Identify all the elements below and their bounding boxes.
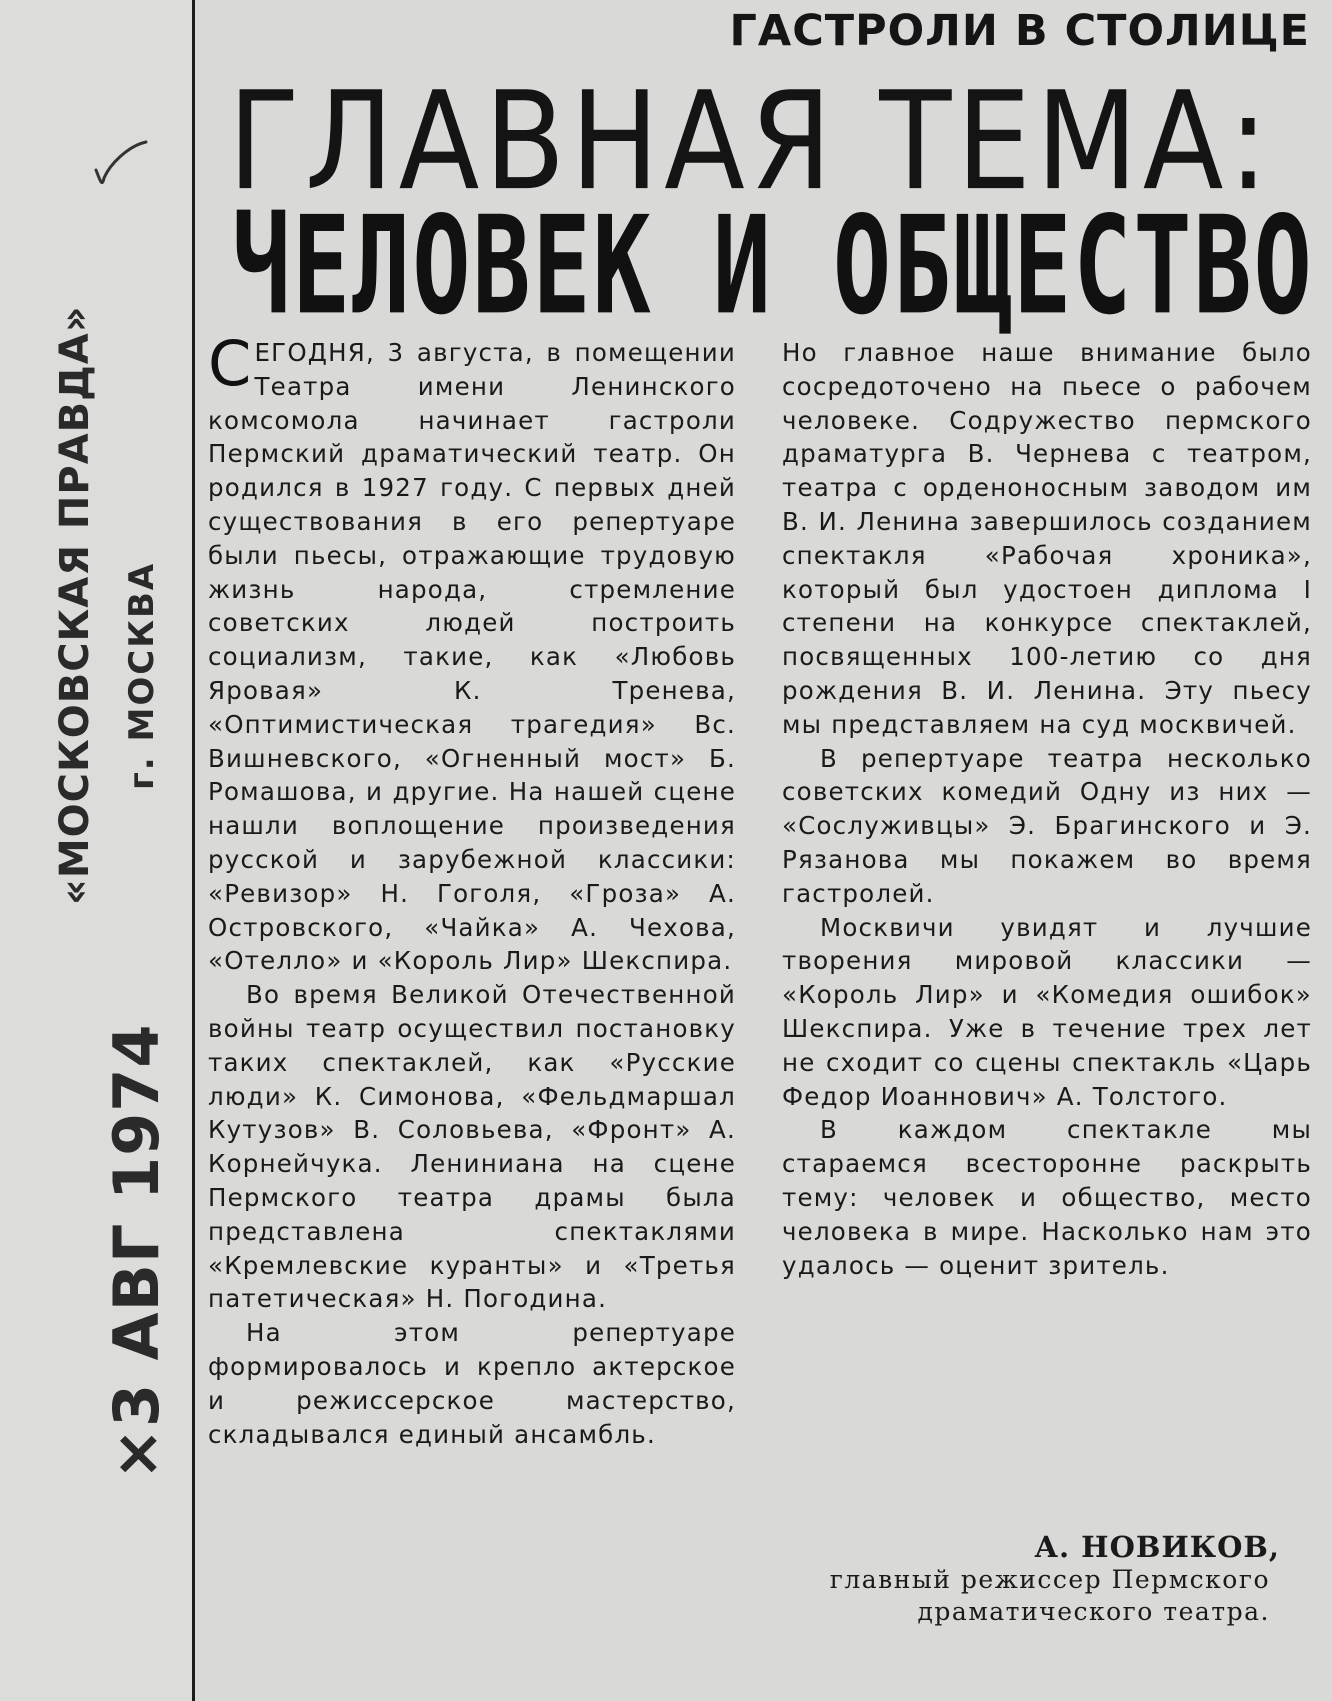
author-signature [780,1530,1280,1628]
rubric-heading: ГАСТРОЛИ В СТОЛИЦЕ [729,6,1310,56]
drop-cap: С [208,327,253,400]
article-paragraph: Во время Великой Отечественной войны театр осуществил постановку таких спектаклей, как «Русские люди» К. Симонова, «Фельдмаршал Кутузов» В. Соловьева, «Фронт» А. Корнейчука. Лениниана на сцене Пермского театра драмы была представлена спектаклями «Кремлевские куранты» и «Третья патетическая» Н. Погодина. [208,980,736,1314]
article-paragraph: Москвичи увидят и лучшие творения мировой классики — «Король Лир» и «Комедия ошибок» Шекспира. Уже в течение трех лет не сходит со сцены спектакль «Царь Федор Иоаннович» А. Толстого. [782,912,1312,1111]
paragraph-text: ЕГОДНЯ, 3 августа, в помещении Театра имени Ленинского комсомола начинает гастроли Пермский драматический театр. Он родился в 1927 году. С первых дней существования в его репертуаре были пьесы, отражающие трудовую жизнь народа, стремление советских людей построить социализм, такие, как «Любовь Яровая» К. Тренева, «Оптимистическая трагедия» Вс. Вишневского, «Огненный мост» Б. Ромашова, и другие. На нашей сцене нашли воплощение произведения русской и зарубежной классики: «Ревизор» Н. Гоголя, «Гроза» А. Островского, «Чайка» А. Чехова, «Отелло» и «Король Лир» Шекспира. [208,338,736,976]
author-role: главный режиссер Пермского драматического театра. [829,1565,1270,1626]
article-paragraph: В каждом спектакле мы стараемся всесторонне раскрыть тему: человек и общество, место человека в мире. Насколько нам это удалось — оценит зритель. [782,1115,1312,1280]
article-paragraph: В репертуаре театра несколько советских комедий Одну из них — «Сослуживцы» Э. Брагинского и Э. Рязанова мы покажем во время гастролей. [782,743,1312,908]
handwritten-checkmark-icon [92,140,152,210]
article-column-right [782,336,1312,1282]
stamp-city: г. МОСКВА [122,561,162,790]
article-column-left [208,327,736,1451]
stamp-date: ×3 АВГ 1974 [100,1023,173,1480]
stamp-newspaper-name: «МОСКОВСКАЯ ПРАВДА» [52,305,98,905]
headline-line-2: ЧЕЛОВЕК И ОБЩЕСТВО [232,186,1314,345]
article-paragraph: На этом репертуаре формировалось и крепло актерское и режиссерское мастерство, складывался единый ансамбль. [208,1318,736,1449]
author-name: А. НОВИКОВ, [1034,1530,1280,1564]
article-paragraph [208,327,736,978]
article-paragraph: Но главное наше внимание было сосредоточено на пьесе о рабочем человеке. Содружество пермского драматурга В. Чернева с театром, театра с орденоносным заводом им В. И. Ленина завершилось созданием спектакля «Рабочая хроника», который был удостоен диплома I степени на конкурсе спектаклей, посвященных 100-летию со дня рождения В. И. Ленина. Эту пьесу мы представляем на суд москвичей. [782,338,1312,739]
clipping-margin [0,0,195,1701]
headline-line-1: ГЛАВНАЯ ТЕМА: [228,61,1274,221]
